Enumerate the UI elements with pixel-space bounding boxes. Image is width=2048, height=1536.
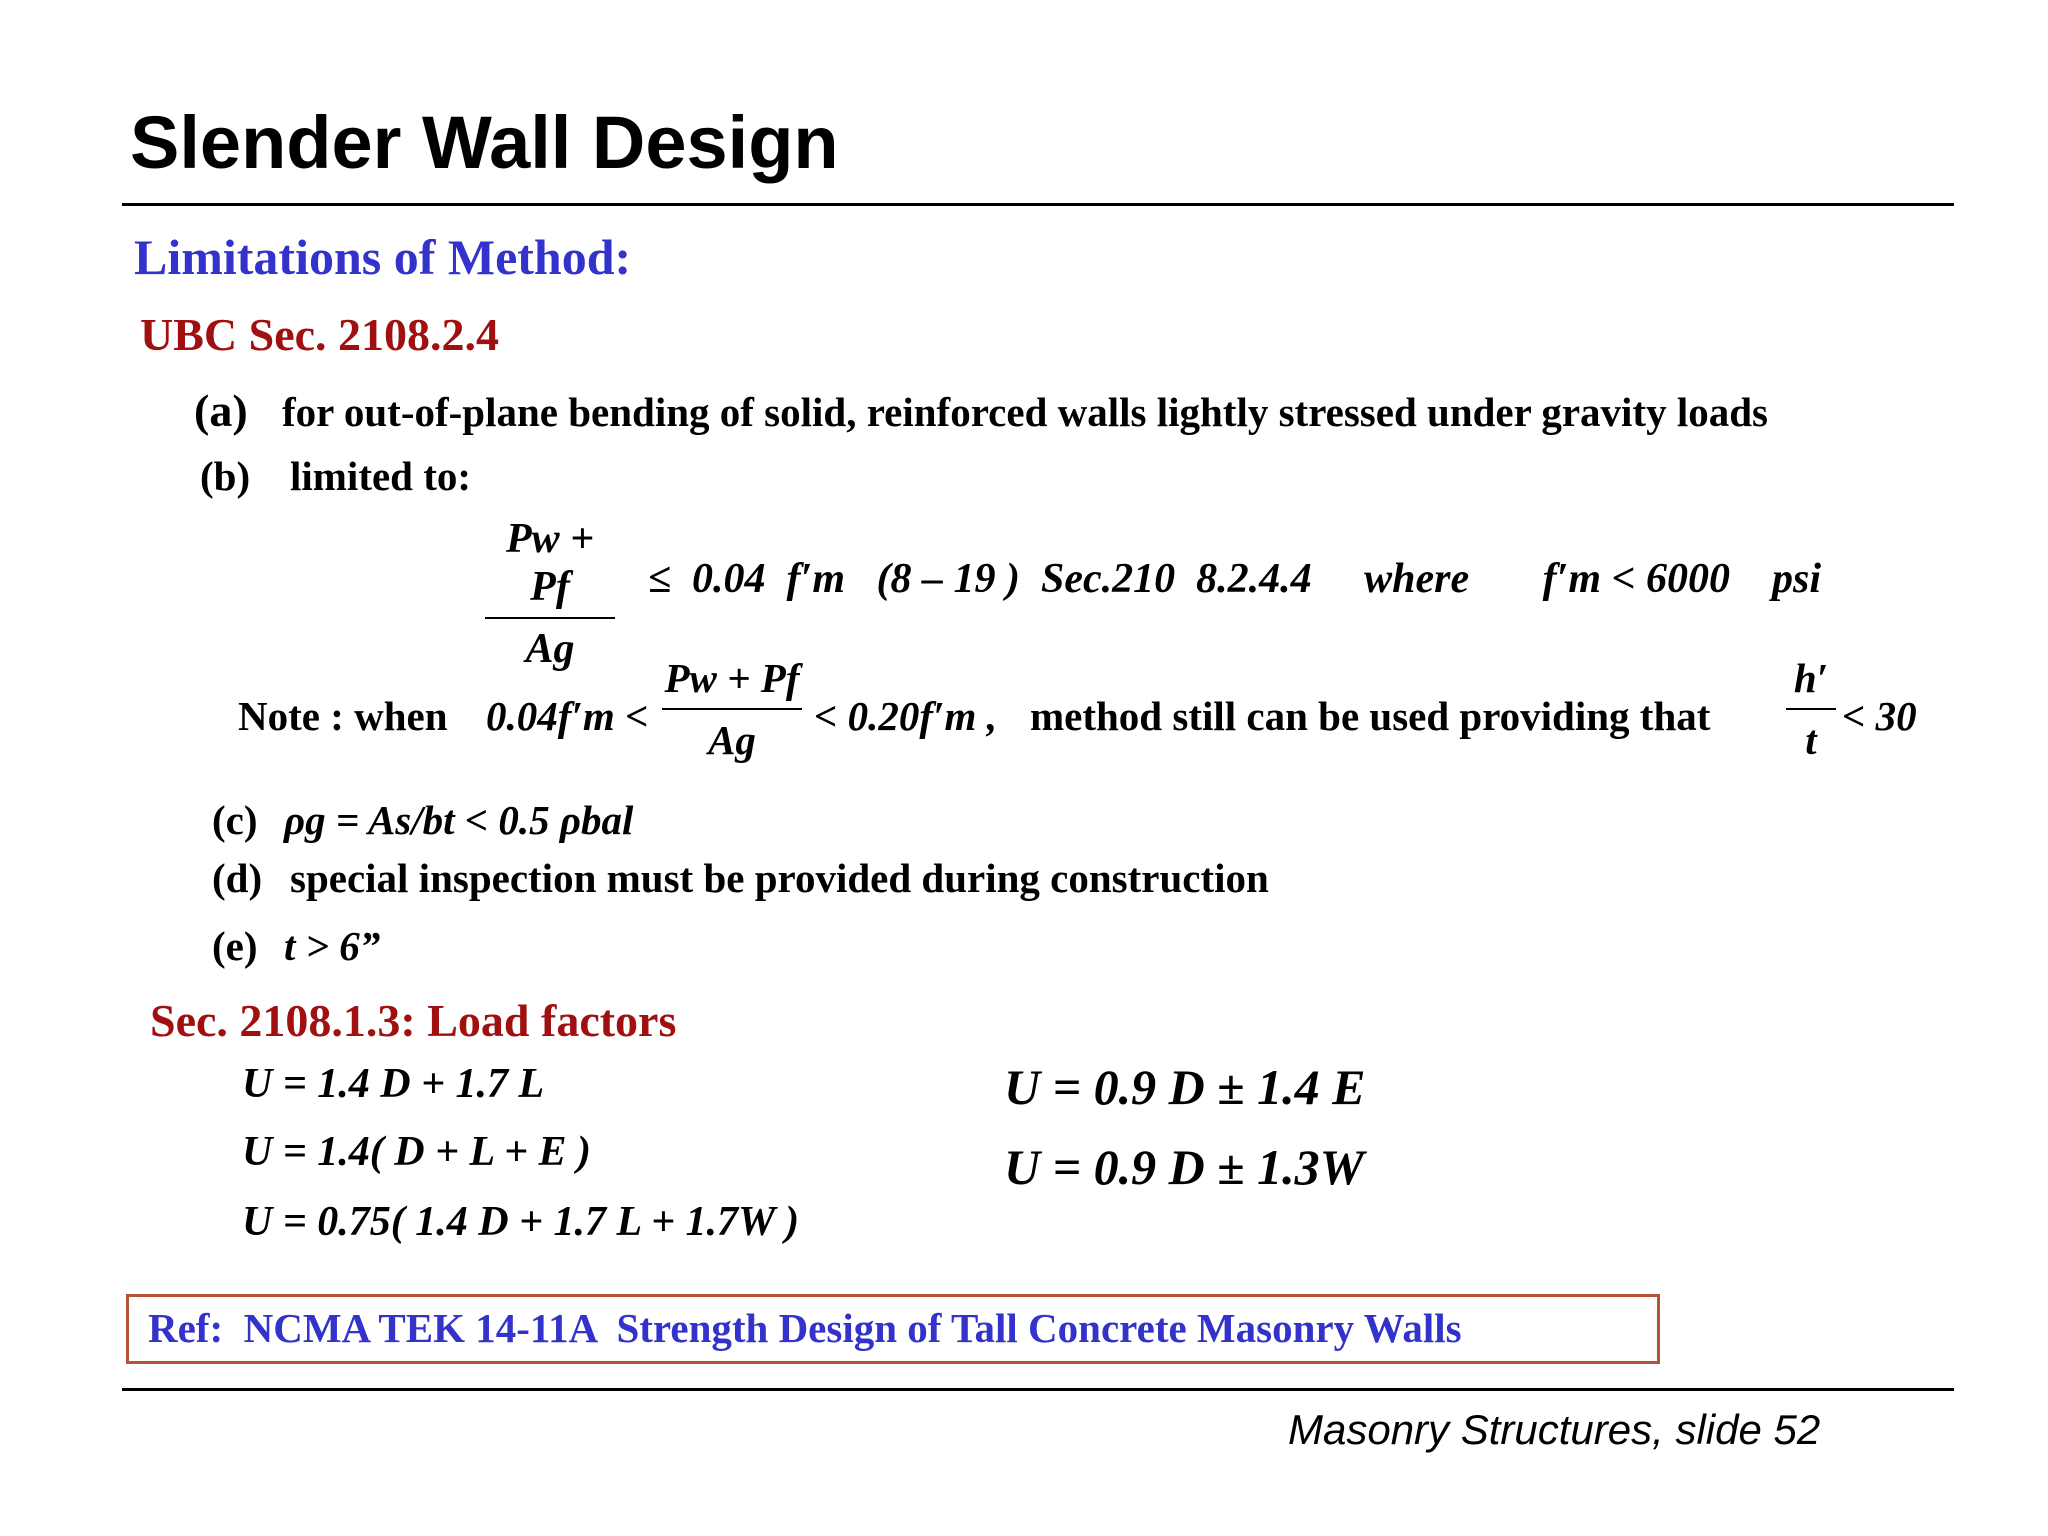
note-ratio-denominator: t xyxy=(1805,717,1817,763)
item-e-text: t > 6” xyxy=(284,923,381,969)
note-denominator: Ag xyxy=(708,717,756,763)
note-fraction xyxy=(662,654,802,764)
reference-text: Ref: NCMA TEK 14-11A Strength Design of Tall Concrete Masonry Walls xyxy=(148,1305,1462,1351)
slide-footer: Masonry Structures, slide 52 xyxy=(1288,1406,1821,1453)
item-c-formula: ρg = As/bt < 0.5 ρbal xyxy=(284,797,634,843)
note-ratio-numerator: h′ xyxy=(1793,655,1829,701)
item-b-text: limited to: xyxy=(290,453,472,499)
ubc-heading: UBC Sec. 2108.2.4 xyxy=(140,309,500,360)
load-factors-heading: Sec. 2108.1.3: Load factors xyxy=(150,995,677,1046)
item-a-label: (a) xyxy=(194,385,248,436)
note-numerator: Pw + Pf xyxy=(664,655,800,701)
note-ratio-bar xyxy=(1786,708,1836,710)
note-lower-bound: 0.04f′m < xyxy=(486,693,649,739)
page-title: Slender Wall Design xyxy=(130,101,839,184)
note-text: method still can be used providing that xyxy=(1030,693,1711,739)
eq1-numerator: Pw + Pf xyxy=(505,516,595,610)
load-combo-4: U = 0.9 D ± 1.4 E xyxy=(1004,1059,1366,1115)
eq1-rhs: ≤ 0.04 f′m (8 – 19 ) Sec.210 8.2.4.4 where f′m < 6000 psi xyxy=(648,556,1822,602)
load-combo-1: U = 1.4 D + 1.7 L xyxy=(242,1061,545,1107)
note-ratio xyxy=(1786,654,1836,764)
title-divider xyxy=(122,203,1954,206)
item-d-text: special inspection must be provided during construction xyxy=(290,855,1269,901)
eq1-fraction xyxy=(485,515,615,673)
item-b-label: (b) xyxy=(200,453,251,499)
footer-divider xyxy=(122,1388,1954,1391)
item-c-label: (c) xyxy=(212,797,258,843)
item-d-label: (d) xyxy=(212,855,263,901)
note-fraction-bar xyxy=(662,708,802,710)
load-combo-2: U = 1.4( D + L + E ) xyxy=(242,1129,592,1175)
note-prefix: Note : when xyxy=(238,693,448,739)
note-upper-bound: < 0.20f′m , xyxy=(814,693,997,739)
section-subtitle: Limitations of Method: xyxy=(134,229,632,285)
note-ratio-limit: < 30 xyxy=(1842,693,1917,739)
load-combo-5: U = 0.9 D ± 1.3W xyxy=(1004,1139,1365,1195)
load-combo-3: U = 0.75( 1.4 D + 1.7 L + 1.7W ) xyxy=(242,1199,800,1245)
item-e-label: (e) xyxy=(212,923,258,969)
eq1-denominator: Ag xyxy=(525,626,575,672)
eq1-fraction-bar xyxy=(485,617,615,619)
item-a-text: for out-of-plane bending of solid, reinforced walls lightly stressed under gravity loads xyxy=(282,389,1768,435)
